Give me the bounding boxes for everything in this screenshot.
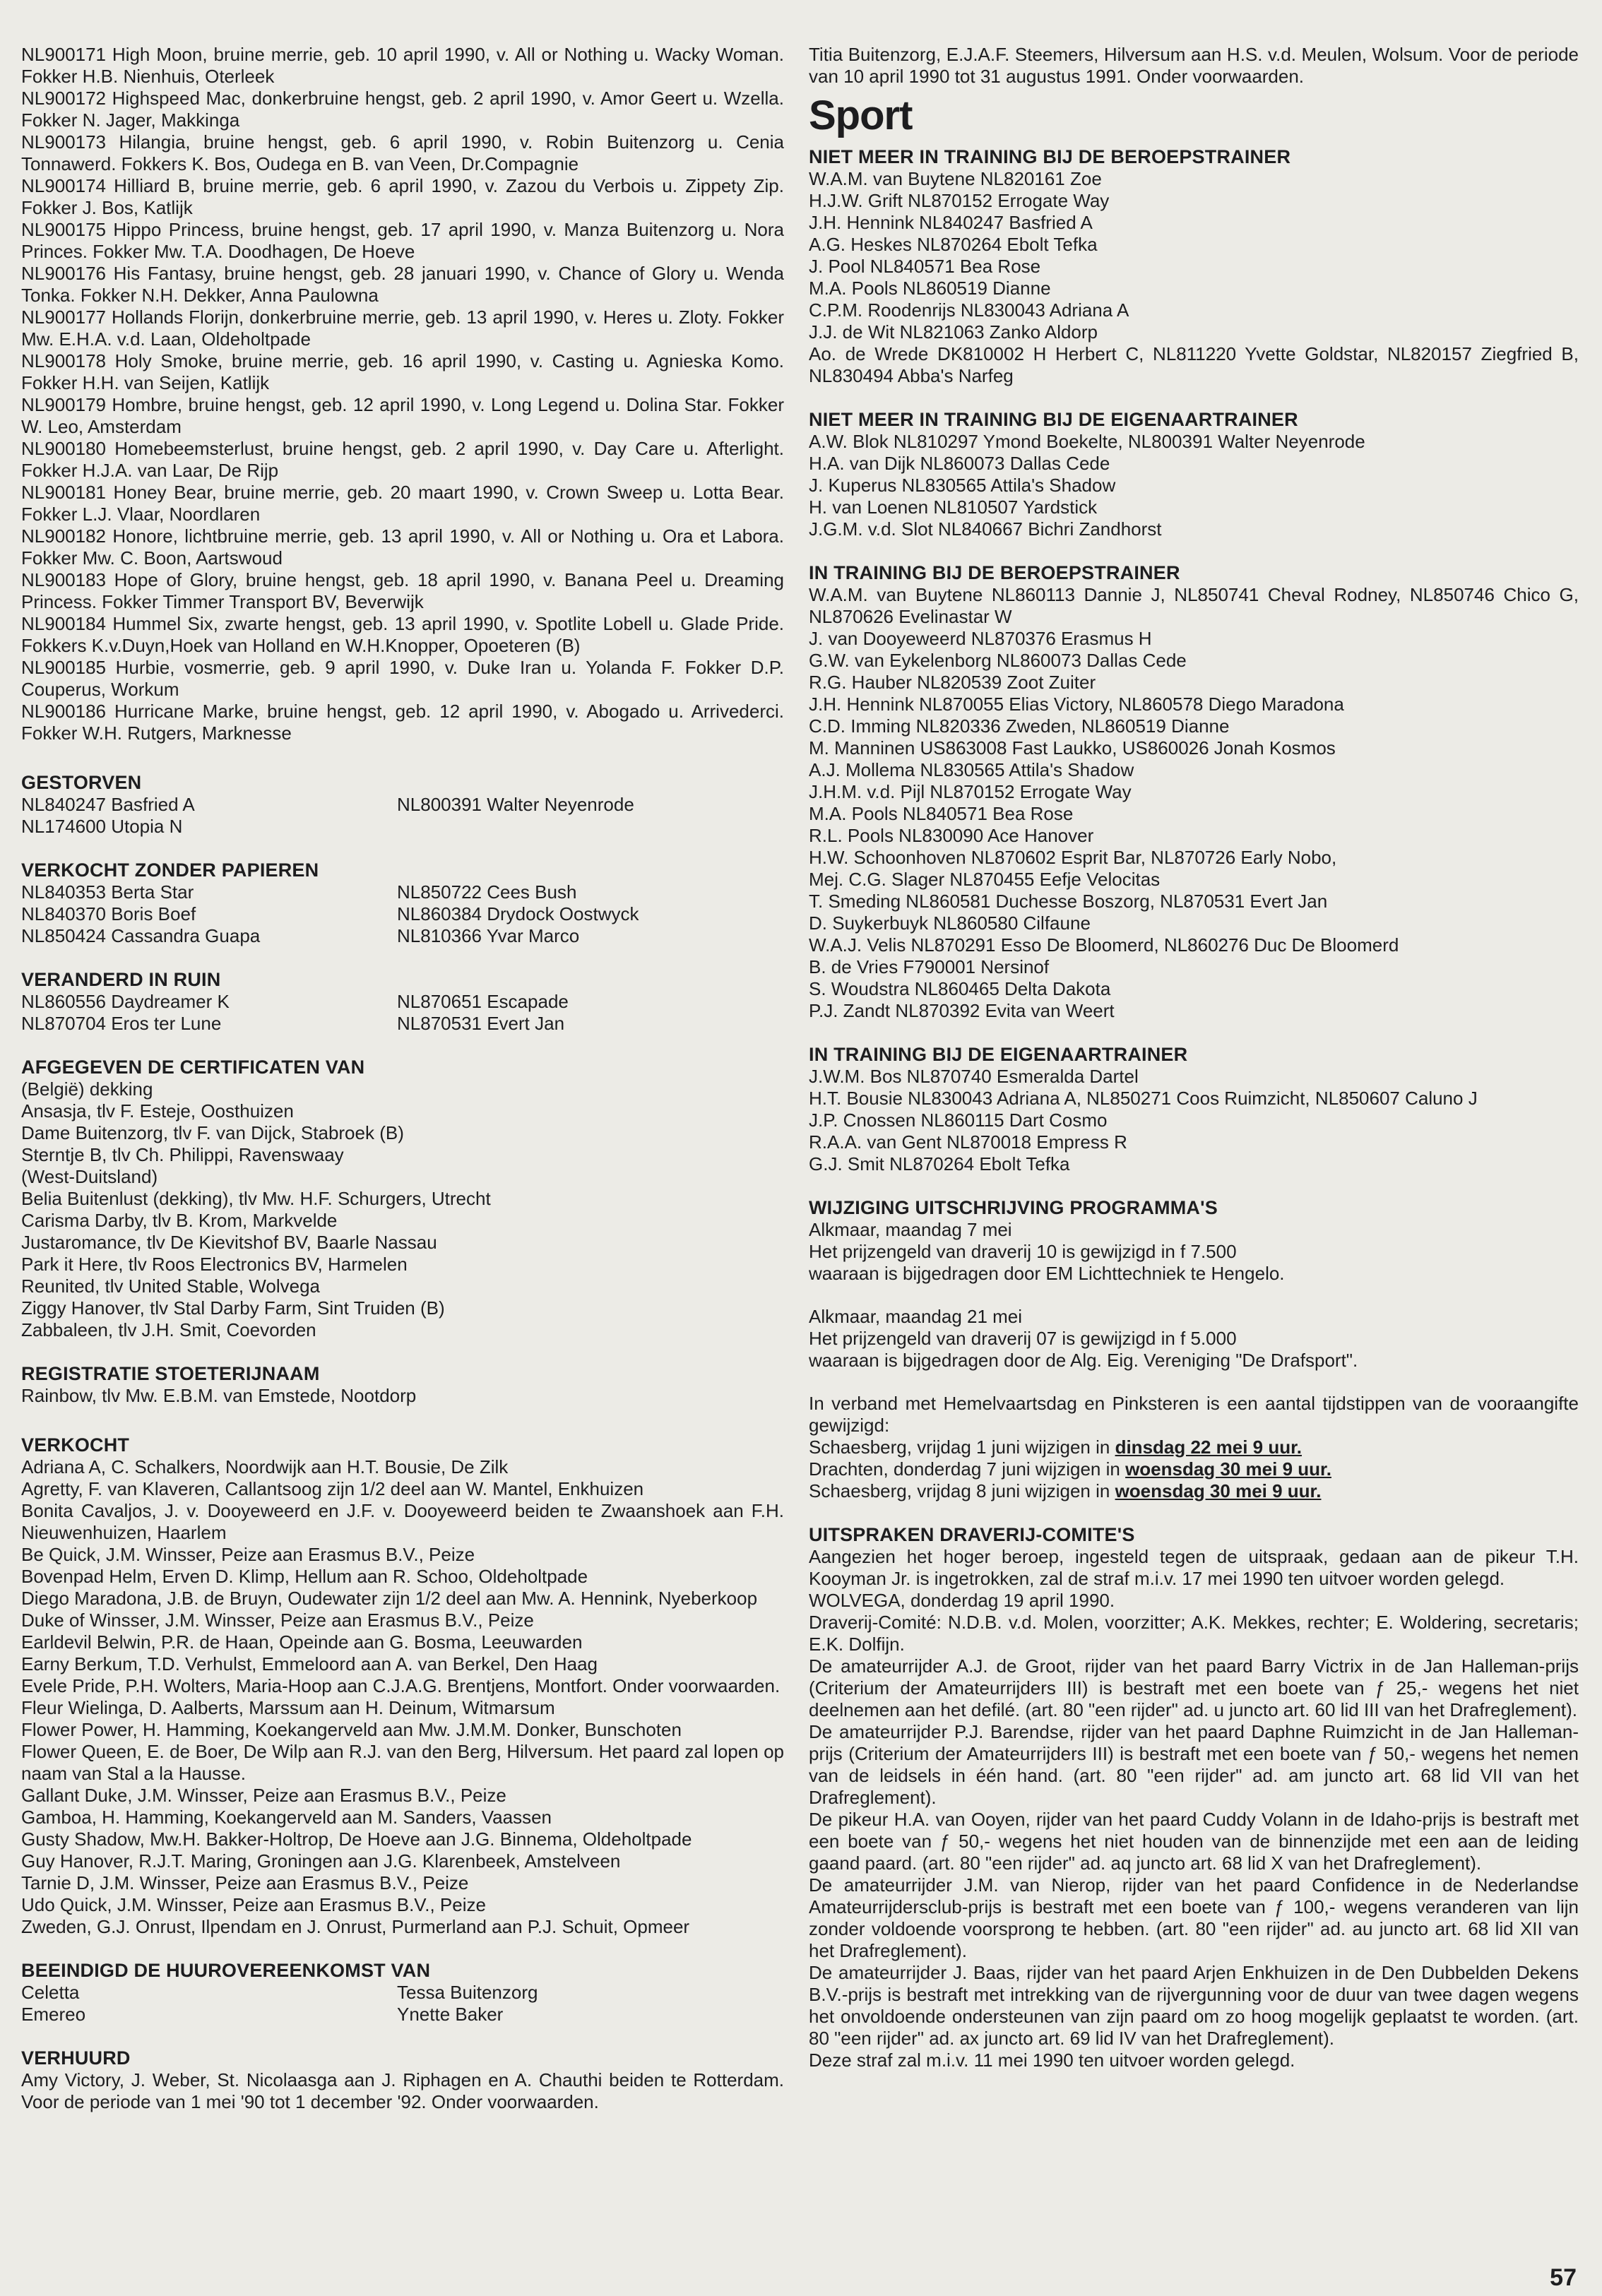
- section-heading: IN TRAINING BIJ DE EIGENAARTRAINER: [809, 1044, 1188, 1065]
- list-item: NL174600 Utopia N: [21, 816, 183, 837]
- section-in-eigenaartrainer: [809, 1043, 1579, 1175]
- section-heading: VERHUURD: [21, 2047, 131, 2069]
- section-heading: BEEINDIGD DE HUUROVEREENKOMST VAN: [21, 1960, 431, 1981]
- section-title: Sport: [809, 93, 913, 138]
- list-item: NL840370 Boris Boef: [21, 903, 196, 924]
- paragraph: Aangezien het hoger beroep, ingesteld tegen de uitspraak, gedaan aan de pikeur T.H. Kooyman Jr. is ingetrokken, zal de straf m.i.v. 17 mei 1990 ten uitvoer worden gelegd.: [809, 1546, 1579, 1589]
- list-item: Bovenpad Helm, Erven D. Klimp, Hellum aan R. Schoo, Oldeholtpade: [21, 1566, 588, 1587]
- paragraph: De pikeur H.A. van Ooyen, rijder van het paard Cuddy Volann in de Idaho-prijs is bestraft met een boete van ƒ 50,- wegens het niet houden van de binnenzijde met een aan de leiding gaand paard. (art. 80 "een rijder" ad. aq juncto art. 68 lid X van het Drafreglement).: [809, 1809, 1579, 1874]
- foal-entry: NL900173 Hilangia, bruine hengst, geb. 6 april 1990, v. Robin Buitenzorg u. Cenia Tonnawerd. Fokkers K. Bos, Oudega en B. van Veen, Dr.Compagnie: [21, 131, 784, 174]
- text-line: Alkmaar, maandag 21 mei: [809, 1306, 1023, 1327]
- list-item: M. Manninen US863008 Fast Laukko, US860026 Jonah Kosmos: [809, 737, 1336, 759]
- list-item: R.G. Hauber NL820539 Zoot Zuiter: [809, 672, 1096, 693]
- foal-entry: NL900177 Hollands Florijn, donkerbruine merrie, geb. 13 april 1990, v. Heres u. Zloty. Fokker Mw. E.H.A. v.d. Laan, Oldeholtpade: [21, 307, 784, 350]
- section-heading: IN TRAINING BIJ DE BEROEPSTRAINER: [809, 562, 1180, 583]
- list-item: Justaromance, tlv De Kievitshof BV, Baarle Nassau: [21, 1232, 437, 1253]
- list-item: Mej. C.G. Slager NL870455 Eefje Velocitas: [809, 869, 1161, 890]
- paragraph: Amy Victory, J. Weber, St. Nicolaasga aan J. Riphagen en A. Chauthi beiden te Rotterdam. Voor de periode van 1 mei '90 tot 1 december '92. Onder voorwaarden.: [21, 2069, 784, 2112]
- text-line: Het prijzengeld van draverij 10 is gewijzigd in f 7.500: [809, 1241, 1237, 1262]
- list-item: H.A. van Dijk NL860073 Dallas Cede: [809, 453, 1110, 474]
- list-item: Bonita Cavaljos, J. v. Dooyeweerd en J.F. v. Dooyeweerd beiden te Zwaanshoek aan F.H. Nieuwenhuizen, Haarlem: [21, 1500, 784, 1543]
- list-item: NL870651 Escapade: [397, 991, 569, 1012]
- list-item: H.W. Schoonhoven NL870602 Esprit Bar, NL870726 Early Nobo,: [809, 847, 1337, 868]
- list-item: M.A. Pools NL860519 Dianne: [809, 278, 1051, 299]
- paragraph: Deze straf zal m.i.v. 11 mei 1990 ten uitvoer worden gelegd.: [809, 2050, 1295, 2071]
- list-item: Carisma Darby, tlv B. Krom, Markvelde: [21, 1210, 338, 1231]
- list-item: Earldevil Belwin, P.R. de Haan, Opeinde aan G. Bosma, Leeuwarden: [21, 1631, 583, 1653]
- list-item: H. van Loenen NL810507 Yardstick: [809, 496, 1098, 518]
- list-item: Diego Maradona, J.B. de Bruyn, Oudewater zijn 1/2 deel aan Mw. A. Hennink, Nyeberkoop: [21, 1588, 758, 1609]
- paragraph: De amateurrijder A.J. de Groot, rijder van het paard Barry Victrix in de Jan Halleman-prijs (Criterium der Amateurrijders III) is bestraft met een boete van ƒ 25,- wegens het niet deelnemen aan het defilé. (art. 80 "een rijder" ad. u juncto art. 60 lid III van het Drafreglement).: [809, 1655, 1579, 1720]
- foal-entry: NL900176 His Fantasy, bruine hengst, geb. 28 januari 1990, v. Chance of Glory u. Wenda Tonka. Fokker N.H. Dekker, Anna Paulowna: [21, 263, 784, 306]
- foal-registrations: [21, 44, 784, 744]
- schedule-change: Schaesberg, vrijdag 1 juni wijzigen in dinsdag 22 mei 9 uur.: [809, 1437, 1302, 1458]
- section-heading: GESTORVEN: [21, 772, 142, 793]
- list-item: Agretty, F. van Klaveren, Callantsoog zijn 1/2 deel aan W. Mantel, Enkhuizen: [21, 1478, 644, 1499]
- list-item: Rainbow, tlv Mw. E.B.M. van Emstede, Nootdorp: [21, 1385, 417, 1406]
- list-item: P.J. Zandt NL870392 Evita van Weert: [809, 1000, 1115, 1021]
- foal-entry: NL900184 Hummel Six, zwarte hengst, geb. 13 april 1990, v. Spotlite Lobell u. Glade Pride. Fokkers K.v.Duyn,Hoek van Holland en W.H.Knopper, Opoeteren (B): [21, 613, 784, 656]
- list-item: NL840353 Berta Star: [21, 881, 194, 903]
- list-item: NL810366 Yvar Marco: [397, 925, 580, 946]
- list-item: S. Woudstra NL860465 Delta Dakota: [809, 978, 1111, 999]
- list-item: J.W.M. Bos NL870740 Esmeralda Dartel: [809, 1066, 1139, 1087]
- list-item: M.A. Pools NL840571 Bea Rose: [809, 803, 1074, 824]
- text-line: waaraan is bijgedragen door EM Lichttechniek te Hengelo.: [809, 1263, 1285, 1284]
- list-item: J. Kuperus NL830565 Attila's Shadow: [809, 475, 1116, 496]
- paragraph: WOLVEGA, donderdag 19 april 1990.: [809, 1590, 1115, 1611]
- list-item: Reunited, tlv United Stable, Wolvega: [21, 1275, 320, 1297]
- paragraph: De amateurrijder J. Baas, rijder van het paard Arjen Enkhuizen in de Den Dubbelden Dekens B.V.-prijs is bestraft met intrekking van de rijvergunning voor de duur van twee dagen wegens het onvoldoende ondersteunen van zijn paard om zo hoog mogelijk geplaatst te worden. (art. 80 "een rijder" ad. ax juncto art. 69 lid IV van het Drafreglement).: [809, 1962, 1579, 2049]
- schedule-change: Drachten, donderdag 7 juni wijzigen in woensdag 30 mei 9 uur.: [809, 1458, 1331, 1480]
- list-item: W.A.J. Velis NL870291 Esso De Bloomerd, NL860276 Duc De Bloomerd: [809, 934, 1399, 956]
- list-item: Flower Power, H. Hamming, Koekangerveld aan Mw. J.M.M. Donker, Bunschoten: [21, 1719, 682, 1740]
- list-item: NL860556 Daydreamer K: [21, 991, 230, 1012]
- text-line: waaraan is bijgedragen door de Alg. Eig. Vereniging "De Drafsport".: [809, 1350, 1358, 1371]
- list-item: A.G. Heskes NL870264 Ebolt Tefka: [809, 234, 1098, 255]
- list-item: J.H. Hennink NL870055 Elias Victory, NL860578 Diego Maradona: [809, 694, 1344, 715]
- section-in-beroepstrainer: [809, 561, 1579, 1022]
- paragraph: In verband met Hemelvaartsdag en Pinksteren is een aantal tijdstippen van de vooraangifte gewijzigd:: [809, 1393, 1579, 1436]
- list-item: Ziggy Hanover, tlv Stal Darby Farm, Sint Truiden (B): [21, 1297, 445, 1319]
- list-item: J. van Dooyeweerd NL870376 Erasmus H: [809, 628, 1152, 649]
- foal-entry: NL900178 Holy Smoke, bruine merrie, geb. 16 april 1990, v. Casting u. Agnieska Komo. Fokker H.H. van Seijen, Katlijk: [21, 350, 784, 393]
- text-line: Het prijzengeld van draverij 07 is gewijzigd in f 5.000: [809, 1328, 1237, 1349]
- list-item: NL870704 Eros ter Lune: [21, 1013, 222, 1034]
- list-item: Tarnie D, J.M. Winsser, Peize aan Erasmus B.V., Peize: [21, 1872, 469, 1893]
- list-item: J.H.M. v.d. Pijl NL870152 Errogate Way: [809, 781, 1132, 802]
- section-heading: VERANDERD IN RUIN: [21, 969, 221, 990]
- list-item: Belia Buitenlust (dekking), tlv Mw. H.F. Schurgers, Utrecht: [21, 1188, 491, 1209]
- list-item: A.J. Mollema NL830565 Attila's Shadow: [809, 759, 1134, 780]
- foal-entry: NL900174 Hilliard B, bruine merrie, geb. 6 april 1990, v. Zazou du Verbois u. Zippety Zip. Fokker J. Bos, Katlijk: [21, 175, 784, 218]
- foal-entry: NL900183 Hope of Glory, bruine hengst, geb. 18 april 1990, v. Banana Peel u. Dreaming Princess. Fokker Timmer Transport BV, Beverwijk: [21, 569, 784, 612]
- left-column: [21, 44, 784, 2113]
- section-heading: AFGEGEVEN DE CERTIFICATEN VAN: [21, 1057, 365, 1078]
- foal-entry: NL900182 Honore, lichtbruine merrie, geb. 13 april 1990, v. All or Nothing u. Ora et Labora. Fokker Mw. C. Boon, Aartswoud: [21, 525, 784, 569]
- section-heading: REGISTRATIE STOETERIJNAAM: [21, 1363, 320, 1384]
- list-item: W.A.M. van Buytene NL820161 Zoe: [809, 168, 1102, 189]
- list-item: Emereo: [21, 2004, 86, 2025]
- foal-entry: NL900171 High Moon, bruine merrie, geb. 10 april 1990, v. All or Nothing u. Wacky Woman. Fokker H.B. Nienhuis, Oterleek: [21, 44, 784, 87]
- section-uitspraken: [809, 1523, 1579, 2071]
- list-item: NL850424 Cassandra Guapa: [21, 925, 261, 946]
- right-column: [809, 44, 1579, 2071]
- section-registratie: [21, 1362, 784, 1407]
- list-item: Evele Pride, P.H. Wolters, Maria-Hoop aan C.J.A.G. Brentjens, Montfort. Onder voorwaarden.: [21, 1675, 781, 1696]
- list-item: G.J. Smit NL870264 Ebolt Tefka: [809, 1153, 1070, 1174]
- list-item: (West-Duitsland): [21, 1166, 158, 1187]
- list-item: J.J. de Wit NL821063 Zanko Aldorp: [809, 321, 1098, 343]
- list-item: Dame Buitenzorg, tlv F. van Dijck, Stabroek (B): [21, 1122, 404, 1143]
- list-item: G.W. van Eykelenborg NL860073 Dallas Cede: [809, 650, 1187, 671]
- list-item: Park it Here, tlv Roos Electronics BV, Harmelen: [21, 1254, 408, 1275]
- list-item: Tessa Buitenzorg: [397, 1982, 538, 2003]
- text-line: Alkmaar, maandag 7 mei: [809, 1219, 1012, 1240]
- list-item: D. Suykerbuyk NL860580 Cilfaune: [809, 912, 1091, 934]
- list-item: Adriana A, C. Schalkers, Noordwijk aan H.T. Bousie, De Zilk: [21, 1456, 509, 1477]
- list-item: Duke of Winsser, J.M. Winsser, Peize aan Erasmus B.V., Peize: [21, 1610, 534, 1631]
- section-heading: WIJZIGING UITSCHRIJVING PROGRAMMA'S: [809, 1197, 1218, 1218]
- section-heading: VERKOCHT ZONDER PAPIEREN: [21, 859, 319, 881]
- paragraph: Draverij-Comité: N.D.B. v.d. Molen, voorzitter; A.K. Mekkes, rechter; E. Woldering, secretaris; E.K. Dolfijn.: [809, 1612, 1579, 1655]
- section-niet-beroepstrainer: [809, 145, 1579, 387]
- list-item: J.P. Cnossen NL860115 Dart Cosmo: [809, 1110, 1108, 1131]
- paragraph: Titia Buitenzorg, E.J.A.F. Steemers, Hilversum aan H.S. v.d. Meulen, Wolsum. Voor de periode van 10 april 1990 tot 31 augustus 1991. Onder voorwaarden.: [809, 44, 1579, 87]
- list-item: Flower Queen, E. de Boer, De Wilp aan R.J. van den Berg, Hilversum. Het paard zal lopen op naam van Stal a la Hausse.: [21, 1741, 784, 1784]
- list-item: Gallant Duke, J.M. Winsser, Peize aan Erasmus B.V., Peize: [21, 1785, 506, 1806]
- list-item: R.L. Pools NL830090 Ace Hanover: [809, 825, 1094, 846]
- list-item: NL800391 Walter Neyenrode: [397, 794, 634, 815]
- list-item: Be Quick, J.M. Winsser, Peize aan Erasmus B.V., Peize: [21, 1544, 475, 1565]
- list-item: Earny Berkum, T.D. Verhulst, Emmeloord aan A. van Berkel, Den Haag: [21, 1653, 598, 1675]
- schedule-change: Schaesberg, vrijdag 8 juni wijzigen in woensdag 30 mei 9 uur.: [809, 1480, 1322, 1501]
- list-item: J.H. Hennink NL840247 Basfried A: [809, 212, 1093, 233]
- foal-entry: NL900180 Homebeemsterlust, bruine hengst, geb. 2 april 1990, v. Day Care u. Afterlight. Fokker H.J.A. van Laar, De Rijp: [21, 438, 784, 481]
- list-item: T. Smeding NL860581 Duchesse Boszorg, NL870531 Evert Jan: [809, 891, 1328, 912]
- foal-entry: NL900175 Hippo Princess, bruine hengst, geb. 17 april 1990, v. Manza Buitenzorg u. Nora Princes. Fokker Mw. T.A. Doodhagen, De Hoeve: [21, 219, 784, 262]
- list-item: Udo Quick, J.M. Winsser, Peize aan Erasmus B.V., Peize: [21, 1894, 486, 1915]
- list-item: W.A.M. van Buytene NL860113 Dannie J, NL850741 Cheval Rodney, NL850746 Chico G, NL870626 Evelinastar W: [809, 584, 1579, 627]
- section-heading: NIET MEER IN TRAINING BIJ DE EIGENAARTRAINER: [809, 409, 1298, 430]
- list-item: Sterntje B, tlv Ch. Philippi, Ravenswaay: [21, 1144, 344, 1165]
- list-item: (België) dekking: [21, 1078, 153, 1100]
- list-item: Celetta: [21, 1982, 80, 2003]
- foal-entry: NL900172 Highspeed Mac, donkerbruine hengst, geb. 2 april 1990, v. Amor Geert u. Wzella. Fokker N. Jager, Makkinga: [21, 88, 784, 131]
- list-item: NL840247 Basfried A: [21, 794, 195, 815]
- list-item: J.G.M. v.d. Slot NL840667 Bichri Zandhorst: [809, 518, 1162, 540]
- list-item: B. de Vries F790001 Nersinof: [809, 956, 1050, 977]
- section-verhuurd: [21, 2047, 784, 2113]
- section-heading: VERKOCHT: [21, 1434, 130, 1456]
- list-item: NL870531 Evert Jan: [397, 1013, 565, 1034]
- foal-entry: NL900186 Hurricane Marke, bruine hengst, geb. 12 april 1990, v. Abogado u. Arrivederci. Fokker W.H. Rutgers, Marknesse: [21, 701, 784, 744]
- foal-entry: NL900179 Hombre, bruine hengst, geb. 12 april 1990, v. Long Legend u. Dolina Star. Fokker W. Leo, Amsterdam: [21, 394, 784, 437]
- list-item: J. Pool NL840571 Bea Rose: [809, 256, 1041, 277]
- section-heading: UITSPRAKEN DRAVERIJ-COMITE'S: [809, 1524, 1135, 1545]
- section-verkocht: [21, 1434, 784, 1938]
- list-item: Ansasja, tlv F. Esteje, Oosthuizen: [21, 1100, 294, 1122]
- section-niet-eigenaartrainer: [809, 408, 1579, 540]
- section-certificaten: [21, 1056, 784, 1341]
- list-item: Gusty Shadow, Mw.H. Bakker-Holtrop, De Hoeve aan J.G. Binnema, Oldeholtpade: [21, 1828, 692, 1850]
- list-item: H.J.W. Grift NL870152 Errogate Way: [809, 190, 1110, 211]
- list-item: Fleur Wielinga, D. Aalberts, Marssum aan H. Deinum, Witmarsum: [21, 1697, 555, 1718]
- paragraph: De amateurrijder J.M. van Nierop, rijder van het paard Confidence in de Nederlandse Amateurrijdersclub-prijs is bestraft met een boete van ƒ 100,- wegens veranderen van lijn zonder voldoende voorsprong te hebben. (art. 80 "een rijder" ad. au juncto art. 68 lid XII van het Drafreglement).: [809, 1874, 1579, 1961]
- section-gestorven: [21, 771, 784, 838]
- list-item: Gamboa, H. Hamming, Koekangerveld aan M. Sanders, Vaassen: [21, 1807, 552, 1828]
- foal-entry: NL900185 Hurbie, vosmerrie, geb. 9 april 1990, v. Duke Iran u. Yolanda F. Fokker D.P. Couperus, Workum: [21, 657, 784, 700]
- list-item: Guy Hanover, R.J.T. Maring, Groningen aan J.G. Klarenbeek, Amstelveen: [21, 1850, 621, 1872]
- section-heading: NIET MEER IN TRAINING BIJ DE BEROEPSTRAINER: [809, 146, 1291, 167]
- paragraph: De amateurrijder P.J. Barendse, rijder van het paard Daphne Ruimzicht in de Jan Halleman-prijs (Criterium der Amateurrijders III) is bestraft met een boete van ƒ 50,- wegens het nemen van de leidsels in één hand. (art. 80 "een rijder" ad. am juncto art. 68 lid VII van het Drafreglement).: [809, 1721, 1579, 1808]
- list-item: H.T. Bousie NL830043 Adriana A, NL850271 Coos Ruimzicht, NL850607 Caluno J: [809, 1088, 1478, 1109]
- list-item: C.D. Imming NL820336 Zweden, NL860519 Dianne: [809, 715, 1230, 737]
- list-item: C.P.M. Roodenrijs NL830043 Adriana A: [809, 299, 1129, 321]
- list-item: Ao. de Wrede DK810002 H Herbert C, NL811220 Yvette Goldstar, NL820157 Ziegfried B, NL830494 Abba's Narfeg: [809, 343, 1579, 386]
- section-veranderd-in-ruin: [21, 968, 784, 1035]
- section-huurovereenkomst: [21, 1959, 784, 2026]
- page-number: 57: [1550, 2264, 1577, 2291]
- foal-entry: NL900181 Honey Bear, bruine merrie, geb. 20 maart 1990, v. Crown Sweep u. Lotta Bear. Fokker L.J. Vlaar, Noordlaren: [21, 482, 784, 525]
- list-item: A.W. Blok NL810297 Ymond Boekelte, NL800391 Walter Neyenrode: [809, 431, 1365, 452]
- list-item: NL850722 Cees Bush: [397, 881, 577, 903]
- list-item: Zweden, G.J. Onrust, Ilpendam en J. Onrust, Purmerland aan P.J. Schuit, Opmeer: [21, 1916, 690, 1937]
- section-verkocht-zonder-papieren: [21, 859, 784, 947]
- list-item: R.A.A. van Gent NL870018 Empress R: [809, 1131, 1127, 1153]
- list-item: Zabbaleen, tlv J.H. Smit, Coevorden: [21, 1319, 316, 1340]
- list-item: Ynette Baker: [397, 2004, 504, 2025]
- section-wijziging: [809, 1196, 1579, 1502]
- list-item: NL860384 Drydock Oostwyck: [397, 903, 639, 924]
